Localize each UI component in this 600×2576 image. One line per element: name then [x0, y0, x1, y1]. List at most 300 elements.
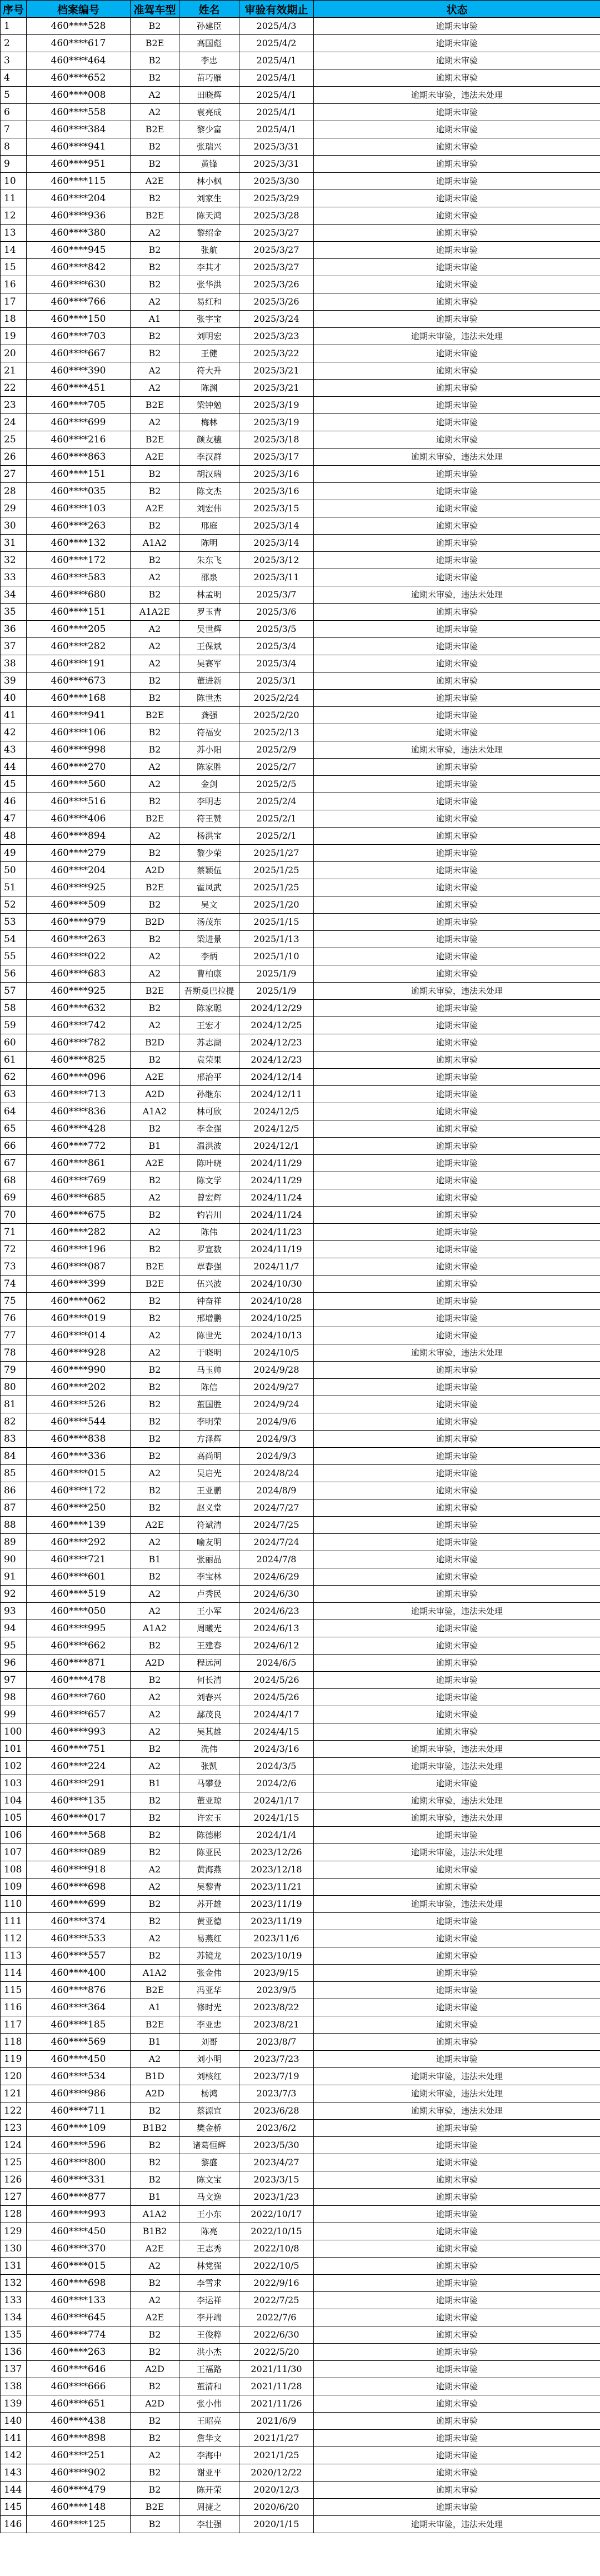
cell-status: 逾期未审验 — [314, 483, 600, 500]
cell-license-class: A2 — [131, 1465, 179, 1482]
cell-status: 逾期未审验 — [314, 1689, 600, 1706]
cell-status: 逾期未审验 — [314, 1706, 600, 1723]
cell-status: 逾期未审验 — [314, 965, 600, 983]
cell-name: 苏镜龙 — [179, 1947, 239, 1965]
table-row — [1, 2120, 600, 2137]
table-row — [1, 2499, 600, 2516]
cell-status: 逾期未审验 — [314, 948, 600, 965]
cell-name: 诸葛恒辉 — [179, 2137, 239, 2154]
table-row — [1, 1568, 600, 1586]
cell-valid-until: 2025/3/6 — [239, 604, 314, 621]
cell-valid-until: 2025/2/9 — [239, 741, 314, 759]
cell-name: 杨鸿 — [179, 2085, 239, 2102]
cell-seq: 102 — [1, 1758, 27, 1775]
cell-file-number: 460****292 — [27, 1534, 131, 1551]
cell-name: 符福安 — [179, 724, 239, 741]
table-row — [1, 1947, 600, 1965]
cell-seq: 85 — [1, 1465, 27, 1482]
cell-valid-until: 2024/12/14 — [239, 1069, 314, 1086]
cell-license-class: B2 — [131, 690, 179, 707]
table-row — [1, 690, 600, 707]
cell-name: 陈家聪 — [179, 1000, 239, 1017]
cell-valid-until: 2025/3/15 — [239, 500, 314, 517]
cell-name: 梁钟勉 — [179, 397, 239, 414]
cell-file-number: 460****703 — [27, 328, 131, 345]
cell-name: 李炳 — [179, 948, 239, 965]
cell-status: 逾期未审验 — [314, 2275, 600, 2292]
cell-license-class: B2 — [131, 18, 179, 35]
table-row — [1, 776, 600, 793]
cell-license-class: A2E — [131, 1155, 179, 1172]
cell-valid-until: 2024/12/5 — [239, 1103, 314, 1120]
cell-seq: 37 — [1, 638, 27, 655]
cell-name: 董清和 — [179, 2378, 239, 2395]
cell-file-number: 460****196 — [27, 1241, 131, 1258]
table-row — [1, 1758, 600, 1775]
cell-license-class: A2 — [131, 1586, 179, 1603]
cell-file-number: 460****428 — [27, 1120, 131, 1138]
cell-file-number: 460****115 — [27, 173, 131, 190]
cell-status: 逾期未审验 — [314, 621, 600, 638]
cell-seq: 114 — [1, 1965, 27, 1982]
cell-license-class: A2 — [131, 293, 179, 311]
cell-status: 逾期未审验 — [314, 655, 600, 672]
table-row — [1, 1069, 600, 1086]
cell-name: 吴文 — [179, 896, 239, 914]
cell-name: 田晓辉 — [179, 87, 239, 104]
cell-file-number: 460****601 — [27, 1568, 131, 1586]
table-row — [1, 1086, 600, 1103]
table-row — [1, 259, 600, 276]
cell-file-number: 460****370 — [27, 2240, 131, 2258]
cell-valid-until: 2025/3/16 — [239, 483, 314, 500]
cell-name: 马玉帅 — [179, 1362, 239, 1379]
cell-seq: 38 — [1, 655, 27, 672]
cell-valid-until: 2024/10/30 — [239, 1275, 314, 1293]
cell-valid-until: 2024/12/25 — [239, 1017, 314, 1034]
cell-status: 逾期未审验 — [314, 810, 600, 828]
cell-file-number: 460****103 — [27, 500, 131, 517]
cell-seq: 77 — [1, 1327, 27, 1344]
cell-status: 逾期未审验 — [314, 2292, 600, 2309]
cell-status: 逾期未审验，违法未处理 — [314, 449, 600, 466]
table-row — [1, 35, 600, 52]
cell-seq: 29 — [1, 500, 27, 517]
cell-name: 易燕红 — [179, 1930, 239, 1947]
table-row — [1, 1861, 600, 1879]
cell-status: 逾期未审验 — [314, 1431, 600, 1448]
cell-name: 陈明 — [179, 535, 239, 552]
cell-file-number: 460****291 — [27, 1775, 131, 1792]
cell-file-number: 460****673 — [27, 672, 131, 690]
table-row — [1, 449, 600, 466]
cell-name: 于晓明 — [179, 1344, 239, 1362]
cell-valid-until: 2023/5/30 — [239, 2137, 314, 2154]
cell-valid-until: 2025/1/9 — [239, 983, 314, 1000]
cell-valid-until: 2024/12/23 — [239, 1052, 314, 1069]
cell-name: 陈天鸿 — [179, 207, 239, 225]
cell-valid-until: 2021/11/26 — [239, 2395, 314, 2413]
cell-valid-until: 2025/2/24 — [239, 690, 314, 707]
cell-file-number: 460****185 — [27, 2016, 131, 2034]
table-row — [1, 1586, 600, 1603]
table-row — [1, 793, 600, 810]
cell-name: 陈文宝 — [179, 2171, 239, 2189]
cell-license-class: A2 — [131, 1723, 179, 1741]
cell-valid-until: 2024/11/24 — [239, 1207, 314, 1224]
cell-status: 逾期未审验 — [314, 1620, 600, 1637]
table-row — [1, 1224, 600, 1241]
cell-file-number: 460****109 — [27, 2120, 131, 2137]
cell-status: 逾期未审验 — [314, 2240, 600, 2258]
cell-seq: 8 — [1, 138, 27, 156]
table-row — [1, 1310, 600, 1327]
cell-seq: 94 — [1, 1620, 27, 1637]
cell-seq: 135 — [1, 2326, 27, 2344]
cell-name: 李金强 — [179, 1120, 239, 1138]
cell-seq: 16 — [1, 276, 27, 293]
cell-status: 逾期未审验 — [314, 1655, 600, 1672]
cell-license-class: A2 — [131, 87, 179, 104]
cell-license-class: A1A2 — [131, 1103, 179, 1120]
cell-status: 逾期未审验 — [314, 2430, 600, 2447]
cell-license-class: A2E — [131, 2309, 179, 2326]
cell-name: 林可欣 — [179, 1103, 239, 1120]
cell-seq: 48 — [1, 828, 27, 845]
cell-status: 逾期未审验 — [314, 345, 600, 362]
cell-license-class: B2 — [131, 242, 179, 259]
cell-name: 赵义堂 — [179, 1499, 239, 1517]
cell-license-class: A1A2 — [131, 1620, 179, 1637]
cell-name: 马文逸 — [179, 2189, 239, 2206]
cell-file-number: 460****646 — [27, 2361, 131, 2378]
cell-license-class: A2 — [131, 1017, 179, 1034]
cell-seq: 115 — [1, 1982, 27, 1999]
cell-status: 逾期未审验 — [314, 1448, 600, 1465]
cell-license-class: B2 — [131, 1413, 179, 1431]
cell-seq: 44 — [1, 759, 27, 776]
cell-status: 逾期未审验 — [314, 1034, 600, 1052]
cell-license-class: A2 — [131, 362, 179, 380]
cell-status: 逾期未审验 — [314, 1155, 600, 1172]
cell-valid-until: 2022/10/5 — [239, 2258, 314, 2275]
table-row — [1, 621, 600, 638]
cell-file-number: 460****151 — [27, 604, 131, 621]
cell-status: 逾期未审验 — [314, 1310, 600, 1327]
cell-name: 杨洪宝 — [179, 828, 239, 845]
cell-valid-until: 2024/6/13 — [239, 1620, 314, 1637]
cell-name: 王建春 — [179, 1637, 239, 1655]
cell-license-class: B2 — [131, 1172, 179, 1189]
cell-status: 逾期未审验 — [314, 2206, 600, 2223]
cell-valid-until: 2023/6/28 — [239, 2102, 314, 2120]
cell-status: 逾期未审验 — [314, 1241, 600, 1258]
cell-status: 逾期未审验 — [314, 311, 600, 328]
cell-file-number: 460****282 — [27, 1224, 131, 1241]
cell-valid-until: 2025/1/25 — [239, 862, 314, 879]
cell-license-class: B2 — [131, 1672, 179, 1689]
cell-license-class: B2E — [131, 2016, 179, 2034]
cell-valid-until: 2025/3/4 — [239, 638, 314, 655]
cell-seq: 98 — [1, 1689, 27, 1706]
cell-file-number: 460****928 — [27, 1344, 131, 1362]
cell-file-number: 460****015 — [27, 1465, 131, 1482]
cell-seq: 86 — [1, 1482, 27, 1499]
table-row — [1, 2413, 600, 2430]
table-row — [1, 1517, 600, 1534]
cell-name: 蔡颖伍 — [179, 862, 239, 879]
cell-license-class: A1 — [131, 1999, 179, 2016]
cell-license-class: B2 — [131, 2275, 179, 2292]
cell-seq: 124 — [1, 2137, 27, 2154]
cell-file-number: 460****713 — [27, 1086, 131, 1103]
cell-file-number: 460****941 — [27, 138, 131, 156]
table-row — [1, 2068, 600, 2085]
table-row — [1, 2085, 600, 2102]
cell-name: 王小军 — [179, 1603, 239, 1620]
cell-valid-until: 2024/4/17 — [239, 1706, 314, 1723]
cell-status: 逾期未审验 — [314, 1913, 600, 1930]
cell-license-class: A2 — [131, 948, 179, 965]
cell-license-class: B2 — [131, 190, 179, 207]
cell-license-class: B2 — [131, 1568, 179, 1586]
cell-name: 邢庭 — [179, 517, 239, 535]
cell-valid-until: 2022/10/15 — [239, 2223, 314, 2240]
cell-seq: 100 — [1, 1723, 27, 1741]
table-row — [1, 948, 600, 965]
cell-seq: 116 — [1, 1999, 27, 2016]
cell-seq: 67 — [1, 1155, 27, 1172]
cell-valid-until: 2023/11/6 — [239, 1930, 314, 1947]
cell-file-number: 460****151 — [27, 466, 131, 483]
table-row — [1, 138, 600, 156]
cell-name: 孙建臣 — [179, 18, 239, 35]
cell-file-number: 460****871 — [27, 1655, 131, 1672]
cell-status: 逾期未审验 — [314, 2395, 600, 2413]
cell-file-number: 460****464 — [27, 52, 131, 69]
cell-file-number: 460****519 — [27, 1586, 131, 1603]
cell-status: 逾期未审验，违法未处理 — [314, 983, 600, 1000]
cell-license-class: A2 — [131, 1344, 179, 1362]
cell-name: 袁荣果 — [179, 1052, 239, 1069]
cell-seq: 134 — [1, 2309, 27, 2326]
cell-license-class: A2 — [131, 621, 179, 638]
cell-file-number: 460****742 — [27, 1017, 131, 1034]
cell-seq: 123 — [1, 2120, 27, 2137]
cell-license-class: B2D — [131, 1034, 179, 1052]
table-row — [1, 1034, 600, 1052]
cell-file-number: 460****479 — [27, 2482, 131, 2499]
cell-name: 蔡源宜 — [179, 2102, 239, 2120]
cell-status: 逾期未审验 — [314, 845, 600, 862]
table-row — [1, 1965, 600, 1982]
cell-status: 逾期未审验 — [314, 397, 600, 414]
cell-license-class: A2 — [131, 2258, 179, 2275]
cell-status: 逾期未审验 — [314, 1861, 600, 1879]
cell-status: 逾期未审验 — [314, 724, 600, 741]
cell-status: 逾期未审验 — [314, 1982, 600, 1999]
cell-license-class: B2 — [131, 1827, 179, 1844]
cell-valid-until: 2023/12/26 — [239, 1844, 314, 1861]
cell-file-number: 460****876 — [27, 1982, 131, 1999]
cell-status: 逾期未审验 — [314, 569, 600, 586]
cell-name: 曹柏康 — [179, 965, 239, 983]
cell-license-class: B2 — [131, 672, 179, 690]
table-row — [1, 2258, 600, 2275]
cell-name: 曾宏辉 — [179, 1189, 239, 1207]
cell-valid-until: 2024/6/30 — [239, 1586, 314, 1603]
cell-valid-until: 2021/1/25 — [239, 2447, 314, 2464]
cell-valid-until: 2023/11/21 — [239, 1879, 314, 1896]
cell-seq: 65 — [1, 1120, 27, 1138]
cell-license-class: B2E — [131, 397, 179, 414]
table-row — [1, 1810, 600, 1827]
cell-seq: 68 — [1, 1172, 27, 1189]
cell-name: 陈世光 — [179, 1327, 239, 1344]
table-row — [1, 1293, 600, 1310]
cell-seq: 18 — [1, 311, 27, 328]
cell-license-class: B2 — [131, 2344, 179, 2361]
table-row — [1, 2378, 600, 2395]
cell-license-class: A2D — [131, 1655, 179, 1672]
cell-license-class: B1 — [131, 2034, 179, 2051]
cell-status: 逾期未审验，违法未处理 — [314, 1344, 600, 1362]
cell-status: 逾期未审验 — [314, 207, 600, 225]
cell-file-number: 460****667 — [27, 345, 131, 362]
cell-file-number: 460****918 — [27, 1861, 131, 1879]
cell-license-class: B2 — [131, 1637, 179, 1655]
cell-seq: 58 — [1, 1000, 27, 1017]
cell-name: 洪小杰 — [179, 2344, 239, 2361]
cell-status: 逾期未审验 — [314, 707, 600, 724]
cell-license-class: A2D — [131, 862, 179, 879]
cell-seq: 83 — [1, 1431, 27, 1448]
table-row — [1, 500, 600, 517]
cell-file-number: 460****374 — [27, 1913, 131, 1930]
table-row — [1, 1879, 600, 1896]
cell-status: 逾期未审验 — [314, 1827, 600, 1844]
cell-valid-until: 2023/6/2 — [239, 2120, 314, 2137]
cell-file-number: 460****698 — [27, 2275, 131, 2292]
table-row — [1, 2034, 600, 2051]
cell-license-class: B2E — [131, 879, 179, 896]
cell-valid-until: 2020/12/22 — [239, 2464, 314, 2482]
table-row — [1, 466, 600, 483]
table-row — [1, 862, 600, 879]
cell-valid-until: 2023/4/27 — [239, 2154, 314, 2171]
cell-file-number: 460****150 — [27, 311, 131, 328]
cell-license-class: B2E — [131, 121, 179, 138]
cell-license-class: A2 — [131, 1534, 179, 1551]
cell-file-number: 460****250 — [27, 1499, 131, 1517]
cell-license-class: B1 — [131, 1551, 179, 1568]
table-row — [1, 1138, 600, 1155]
cell-name: 李明志 — [179, 793, 239, 810]
cell-status: 逾期未审验 — [314, 2361, 600, 2378]
cell-license-class: B2 — [131, 1362, 179, 1379]
cell-seq: 138 — [1, 2378, 27, 2395]
cell-status: 逾期未审验 — [314, 2464, 600, 2482]
cell-seq: 53 — [1, 914, 27, 931]
cell-seq: 130 — [1, 2240, 27, 2258]
cell-status: 逾期未审验 — [314, 35, 600, 52]
table-row — [1, 741, 600, 759]
table-row — [1, 2171, 600, 2189]
cell-valid-until: 2025/3/11 — [239, 569, 314, 586]
cell-file-number: 460****331 — [27, 2171, 131, 2189]
cell-name: 修时光 — [179, 1999, 239, 2016]
cell-license-class: B2 — [131, 1482, 179, 1499]
cell-seq: 121 — [1, 2085, 27, 2102]
cell-status: 逾期未审验 — [314, 1293, 600, 1310]
table-row — [1, 190, 600, 207]
cell-license-class: A2 — [131, 1930, 179, 1947]
cell-seq: 36 — [1, 621, 27, 638]
cell-name: 高国彪 — [179, 35, 239, 52]
cell-name: 陈信 — [179, 1379, 239, 1396]
cell-license-class: B2 — [131, 1448, 179, 1465]
cell-status: 逾期未审验 — [314, 1086, 600, 1103]
table-row — [1, 879, 600, 896]
cell-name: 董国胜 — [179, 1396, 239, 1413]
cell-license-class: A2 — [131, 965, 179, 983]
cell-seq: 63 — [1, 1086, 27, 1103]
cell-file-number: 460****015 — [27, 2258, 131, 2275]
table-header — [1, 1, 600, 18]
table-body — [1, 18, 600, 2533]
cell-license-class: A2D — [131, 2361, 179, 2378]
cell-name: 陈伟 — [179, 1224, 239, 1241]
table-row — [1, 810, 600, 828]
cell-file-number: 460****202 — [27, 1379, 131, 1396]
cell-seq: 108 — [1, 1861, 27, 1879]
cell-valid-until: 2025/3/14 — [239, 535, 314, 552]
cell-license-class: B2 — [131, 156, 179, 173]
cell-valid-until: 2024/11/19 — [239, 1241, 314, 1258]
cell-license-class: A1A2 — [131, 2206, 179, 2223]
cell-license-class: B2 — [131, 2102, 179, 2120]
cell-seq: 54 — [1, 931, 27, 948]
cell-valid-until: 2025/1/13 — [239, 931, 314, 948]
cell-license-class: B2 — [131, 69, 179, 87]
cell-status: 逾期未审验 — [314, 2120, 600, 2137]
cell-seq: 32 — [1, 552, 27, 569]
cell-status: 逾期未审验 — [314, 1120, 600, 1138]
cell-status: 逾期未审验，违法未处理 — [314, 87, 600, 104]
cell-license-class: B2 — [131, 2464, 179, 2482]
cell-seq: 51 — [1, 879, 27, 896]
cell-name: 王福路 — [179, 2361, 239, 2378]
table-row — [1, 2292, 600, 2309]
cell-file-number: 460****528 — [27, 18, 131, 35]
cell-valid-until: 2024/9/28 — [239, 1362, 314, 1379]
cell-valid-until: 2022/10/8 — [239, 2240, 314, 2258]
cell-license-class: B2 — [131, 2137, 179, 2154]
cell-name: 张小伟 — [179, 2395, 239, 2413]
cell-name: 陈渊 — [179, 380, 239, 397]
cell-valid-until: 2023/7/23 — [239, 2051, 314, 2068]
table-row — [1, 2516, 600, 2533]
cell-license-class: A1A2 — [131, 1965, 179, 1982]
cell-seq: 140 — [1, 2413, 27, 2430]
cell-name: 吴世辉 — [179, 621, 239, 638]
cell-license-class: B2 — [131, 931, 179, 948]
cell-seq: 131 — [1, 2258, 27, 2275]
cell-license-class: B2E — [131, 707, 179, 724]
cell-name: 覃春强 — [179, 1258, 239, 1275]
cell-status: 逾期未审验 — [314, 414, 600, 431]
cell-license-class: A2 — [131, 828, 179, 845]
